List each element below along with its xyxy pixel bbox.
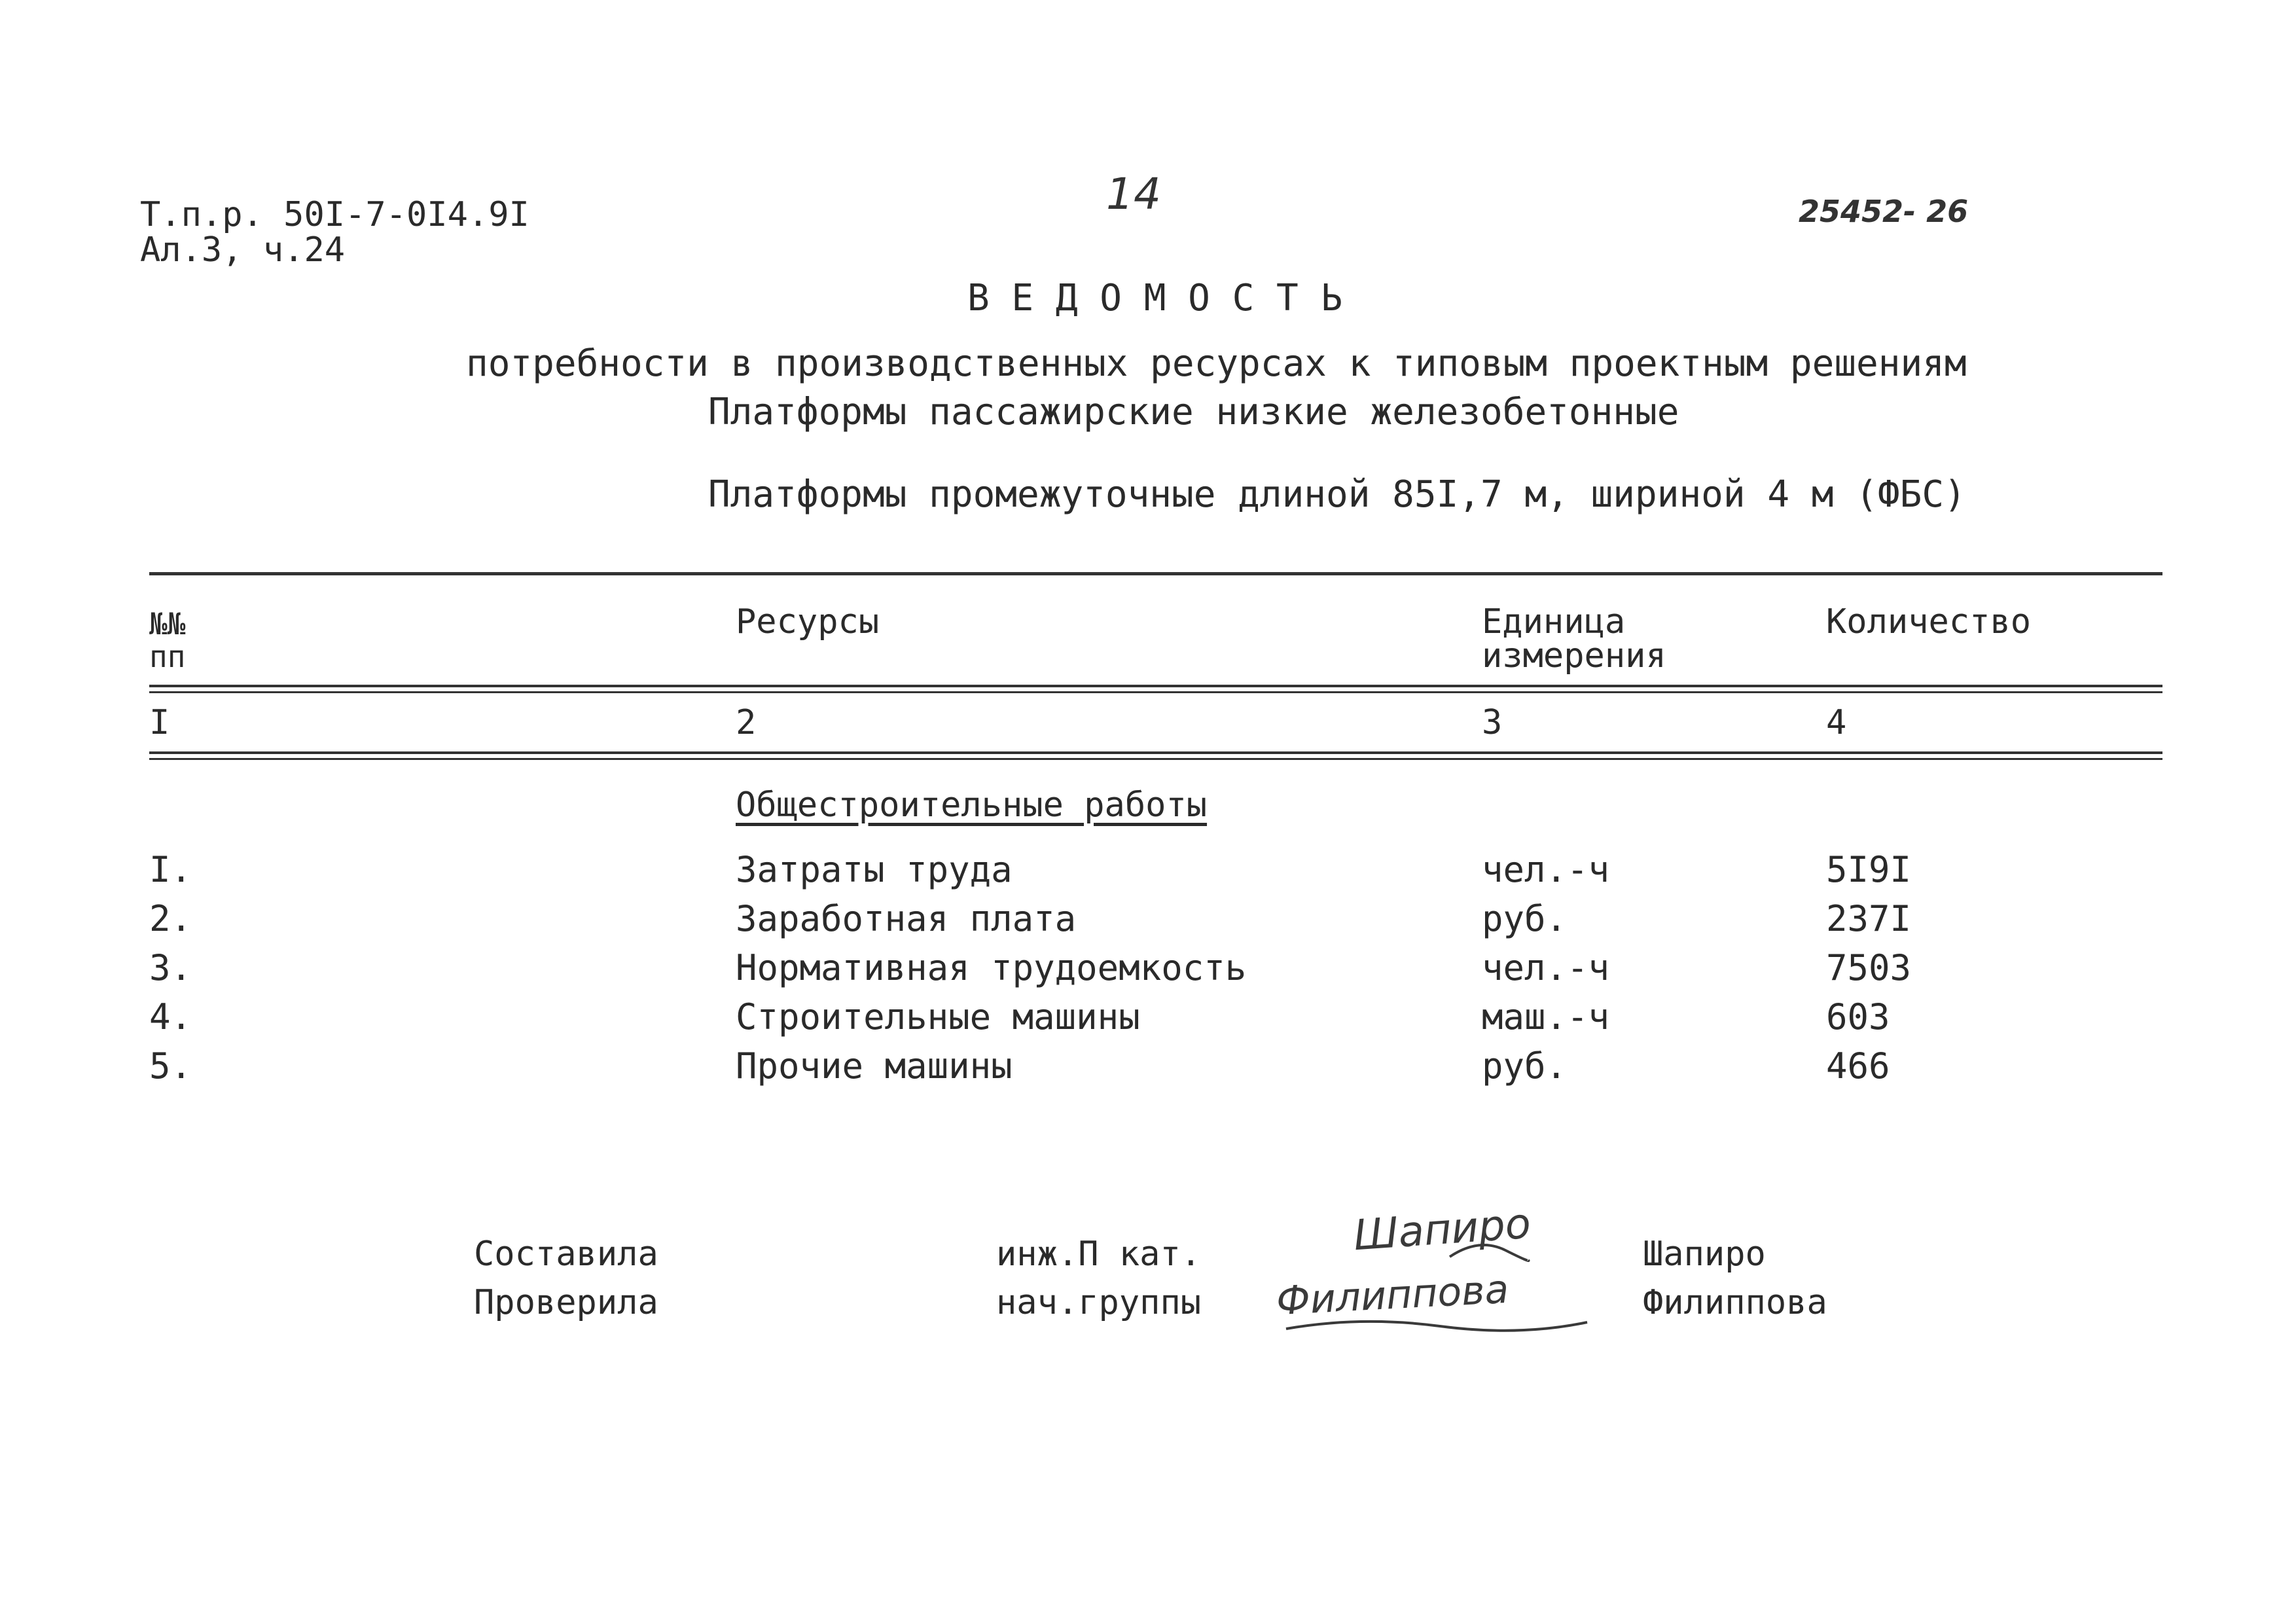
header-num-line2: пп [149,639,186,674]
table-row [0,947,2296,996]
row-number: 4. [149,996,192,1038]
handwritten-signature-1: Шапиро [1352,1199,1533,1261]
checked-by-name: Филиппова [1643,1283,1827,1322]
row-unit: чел.-ч [1482,947,1610,988]
handwritten-page-number: 14 [1106,169,1161,219]
album-part: Ал.3, ч.24 [140,230,346,270]
column-number-3: 3 [1482,703,1503,742]
table-row [0,898,2296,947]
table-number-rule-1 [149,751,2162,754]
section-title: Общестроительные работы [736,785,1208,825]
signature-1-flourish [1446,1231,1532,1270]
header-num-line1: №№ [149,606,186,641]
row-resource: Затраты труда [736,849,1013,890]
header-quantity: Количество [1826,602,2032,641]
table-header-rule-1 [149,685,2162,687]
row-quantity: 237I [1826,898,1912,939]
signature-2-underline [1283,1309,1590,1342]
checked-by-label: Проверила [474,1283,658,1322]
row-resource: Заработная плата [736,898,1077,939]
compiled-by-position: инж.П кат. [996,1235,1202,1274]
row-unit: чел.-ч [1482,849,1610,890]
row-unit: руб. [1482,898,1568,939]
column-number-4: 4 [1826,703,1847,742]
document-code: Т.п.р. 50I-7-0I4.9I [140,195,529,234]
table-number-rule-2 [149,758,2162,760]
row-resource: Прочие машины [736,1045,1013,1087]
row-quantity: 7503 [1826,947,1912,988]
row-resource: Нормативная трудоемкость [736,947,1247,988]
header-unit-line2: измерения [1482,636,1666,676]
row-resource: Строительные машины [736,996,1140,1038]
column-number-2: 2 [736,703,757,742]
table-top-rule [149,572,2162,575]
checked-by-position: нач.группы [996,1283,1202,1322]
row-number: I. [149,849,192,890]
row-unit: руб. [1482,1045,1568,1087]
row-unit: маш.-ч [1482,996,1610,1038]
table-header-rule-2 [149,691,2162,693]
header-resource: Ресурсы [736,602,880,641]
subtitle-line-3: Платформы промежуточные длиной 85I,7 м, шириной 4 м (ФБС) [708,473,1966,516]
handwritten-signature-2: Филиппова [1275,1266,1510,1325]
subtitle-line-2: Платформы пассажирские низкие железобетонные [708,391,1679,433]
column-number-1: I [149,703,170,742]
handwritten-inventory-number: 25452- 26 [1799,194,1969,229]
document-title: В Е Д О М О С Т Ь [967,277,1343,319]
compiled-by-name: Шапиро [1643,1235,1766,1274]
row-quantity: 466 [1826,1045,1890,1087]
table-row [0,849,2296,898]
table-row [0,996,2296,1045]
row-number: 5. [149,1045,192,1087]
row-quantity: 603 [1826,996,1890,1038]
row-number: 2. [149,898,192,939]
subtitle-line-1: потребности в производственных ресурсах к типовым проектным решениям [466,342,1967,385]
compiled-by-label: Составила [474,1235,658,1274]
header-unit-line1: Единица [1482,602,1626,641]
row-number: 3. [149,947,192,988]
table-row [0,1045,2296,1094]
row-quantity: 5I9I [1826,849,1912,890]
